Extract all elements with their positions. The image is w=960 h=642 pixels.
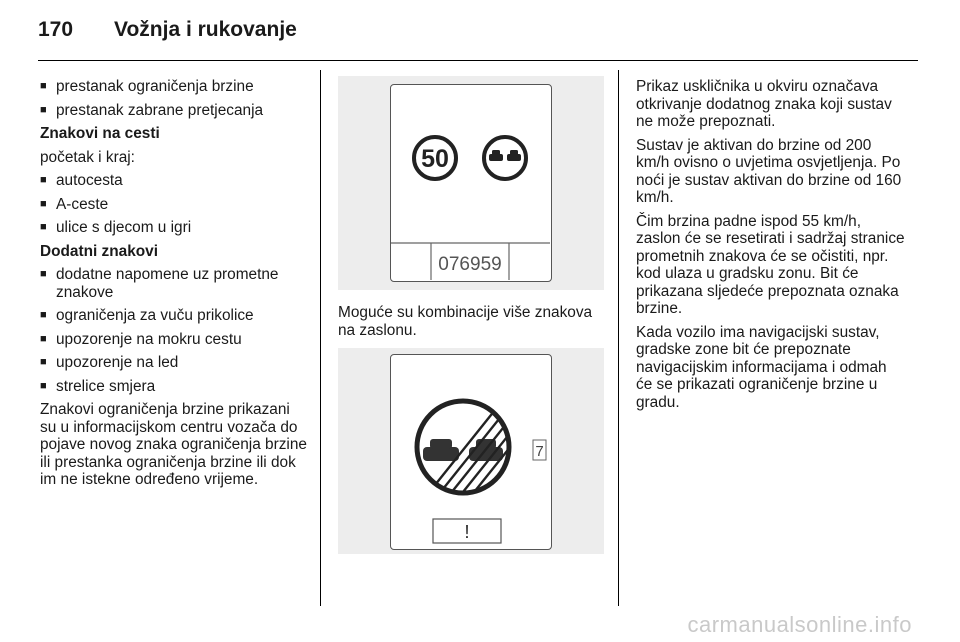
list-item: ■ prestanak ograničenja brzine <box>40 78 308 96</box>
paragraph: Kada vozilo ima navigacijski sustav, gradske zone bit će prepoznate navigacijskim informacijama i odmah će se prikazati ograničenje brzine u gradu. <box>636 323 887 411</box>
sign-display-figure-1 <box>338 76 604 290</box>
right-column <box>636 78 906 417</box>
list-item: ■ ograničenja za vuču prikolice <box>40 307 308 325</box>
list-item: ■ upozorenje na led <box>40 354 308 372</box>
paragraph: Sustav je aktivan do brzine od 200 km/h ovisno o uvjetima osvjetljenja. Po noći je sustav aktivan do brzine od 160 km/h. <box>636 136 902 206</box>
speed-limit-paragraph: Znakovi ograničenja brzine prikazani su u informacijskom centru vozača do pojave novog znaka ograničenja brzine ili prestanka ograničenja brzine ili dok im ne istekne određeno vrijeme. <box>40 401 307 488</box>
end-of-no-overtaking-sign <box>391 355 550 548</box>
left-column <box>40 78 308 495</box>
list-item: ■ ulice s djecom u igri <box>40 219 308 237</box>
road-signs-text: početak i kraj: <box>40 148 135 166</box>
watermark: carmanualsonline.info <box>687 612 912 637</box>
paragraph: Prikaz uskličnika u okviru označava otkrivanje dodatnog znaka koji sustav ne može prepoznati. <box>636 78 892 130</box>
speed-and-no-overtaking-signs <box>391 85 550 280</box>
road-signs-heading: Znakovi na cesti <box>40 125 160 142</box>
exclamation-mark: ! <box>464 522 470 542</box>
list-item: ■ dodatne napomene uz prometne znakove <box>40 266 308 301</box>
additional-signs-heading: Dodatni znakovi <box>40 242 159 260</box>
list-item: ■ A-ceste <box>40 196 308 214</box>
sign-code: 076959 <box>438 254 502 275</box>
list-item: ■ strelice smjera <box>40 378 308 396</box>
list-item: ■ prestanak zabrane pretjecanja <box>40 102 308 120</box>
caption-text: Moguće su kombinacije više znakova na zaslonu. <box>338 304 593 339</box>
speed-limit-value: 50 <box>421 145 449 173</box>
column-divider-left <box>320 70 321 606</box>
figure-caption <box>338 304 608 345</box>
additional-sign-number: 7 <box>535 443 544 460</box>
sign-display-figure-2 <box>338 348 604 554</box>
sign-panel <box>390 84 552 282</box>
header-rule <box>38 60 918 61</box>
page-title: Vožnja i rukovanje <box>114 18 297 41</box>
sign-panel <box>390 354 552 550</box>
paragraph: Čim brzina padne ispod 55 km/h, zaslon će se resetirati i sadržaj stranice prometnih znakova će se očistiti, npr. kod ulaza u gradsku zonu. Bit će prikazana sljedeće prepoznata oznaka brzine. <box>636 212 905 317</box>
list-item: ■ upozorenje na mokru cestu <box>40 331 308 349</box>
column-divider-right <box>618 70 619 606</box>
page-header <box>38 18 297 42</box>
list-item: ■ autocesta <box>40 172 308 190</box>
page-number: 170 <box>38 18 74 41</box>
